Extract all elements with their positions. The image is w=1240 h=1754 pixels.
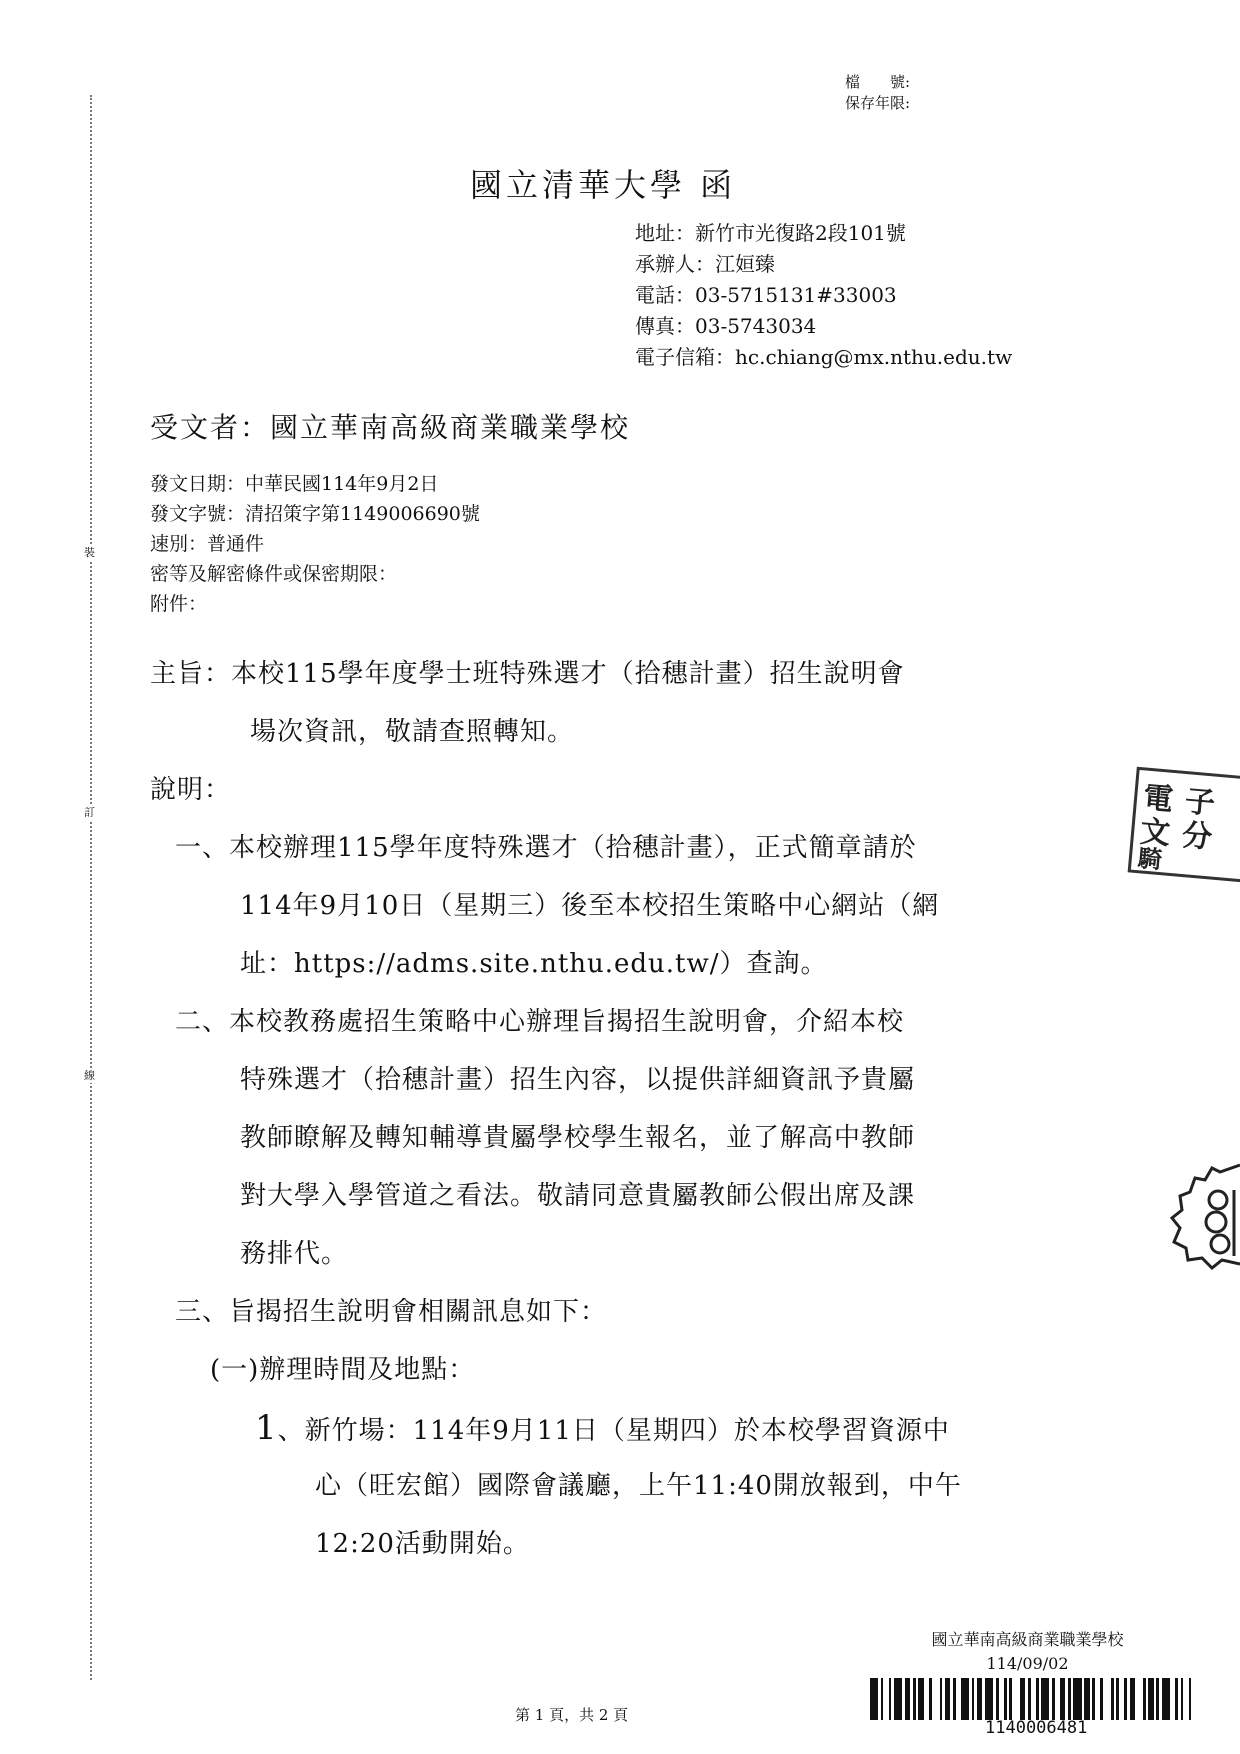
- barcode-bar: [870, 1678, 878, 1720]
- barcode-bar: [1191, 1678, 1199, 1720]
- item-two-line-4: 對大學入學管道之看法。敬請同意貴屬教師公假出席及課: [240, 1181, 916, 1211]
- stamp-char-2: 子: [1183, 784, 1217, 822]
- electronic-document-stamp: [1128, 767, 1240, 884]
- barcode-bar: [1073, 1678, 1081, 1720]
- item-two-line-2: 特殊選才（拾穗計畫）招生內容，以提供詳細資訊予貴屬: [240, 1065, 916, 1095]
- item-one-line-2: 114年9月10日（星期三）後至本校招生策略中心網站（網: [240, 891, 940, 921]
- attachments: 附件：: [150, 593, 208, 615]
- point-number: 1: [255, 1408, 278, 1448]
- binding-mark-xian: 線: [84, 1069, 95, 1082]
- barcode-bar: [1041, 1678, 1049, 1720]
- stamp-char-1: 電: [1141, 780, 1175, 818]
- partial-seal-mark: [1150, 1160, 1240, 1270]
- document-number: 發文字號：清招策字第1149006690號: [150, 503, 480, 525]
- barcode-bar: [1135, 1678, 1143, 1720]
- page-number: 第 1 頁，共 2 頁: [515, 1706, 629, 1724]
- received-date: 114/09/02: [986, 1654, 1069, 1673]
- issue-date: 發文日期：中華民國114年9月2日: [150, 473, 439, 495]
- document-barcode: [870, 1678, 1200, 1720]
- recipient: 受文者：國立華南高級商業職業學校: [150, 411, 631, 444]
- sender-email: 電子信箱：hc.chiang@mx.nthu.edu.tw: [635, 345, 1013, 369]
- binding-mark-ding: 訂: [84, 806, 95, 819]
- barcode-bar: [894, 1678, 902, 1720]
- item-two-line-3: 教師瞭解及轉知輔導貴屬學校學生報名，並了解高中教師: [240, 1123, 916, 1153]
- sender-contact: 承辦人：江姮臻: [635, 252, 775, 276]
- sender-phone: 電話：03-5715131#33003: [635, 283, 897, 307]
- file-number-label: 檔 號:: [845, 73, 911, 91]
- item-three-line-1: 三、旨揭招生說明會相關訊息如下：: [175, 1297, 608, 1327]
- point-text: 、新竹場：114年9月11日（星期四）於本校學習資源中: [277, 1416, 950, 1446]
- barcode-bar: [1103, 1678, 1111, 1720]
- explanation-label: 說明：: [150, 775, 232, 805]
- barcode-bar: [1162, 1678, 1170, 1720]
- item-three-point-1-line-2: 心（旺宏館）國際會議廳，上午11:40開放報到，中午: [315, 1471, 962, 1501]
- barcode-bar: [1012, 1678, 1020, 1720]
- item-one-line-1: 一、本校辦理115學年度特殊選才（拾穗計畫），正式簡章請於: [175, 833, 917, 863]
- stamp-char-4: 騎: [1136, 843, 1164, 875]
- delivery-speed: 速別：普通件: [150, 533, 265, 555]
- item-two-line-5: 務排代。: [240, 1239, 349, 1269]
- item-three-point-1-line-3: 12:20活動開始。: [315, 1529, 530, 1559]
- barcode-bar: [932, 1678, 940, 1720]
- subject-line-1: 主旨：本校115學年度學士班特殊選才（拾穗計畫）招生說明會: [150, 659, 905, 689]
- document-title: 國立清華大學 函: [470, 166, 737, 204]
- stamp-char-3: 文: [1138, 814, 1172, 852]
- security-level: 密等及解密條件或保密期限：: [150, 563, 398, 585]
- document-meta: [150, 469, 480, 619]
- subject-line-2: 場次資訊，敬請查照轉知。: [250, 717, 575, 747]
- item-three-point-1-line-1: [255, 1399, 950, 1460]
- item-one-line-3: 址：https://adms.site.nthu.edu.tw/）查詢。: [240, 949, 828, 979]
- binding-dotted-line: [90, 95, 92, 1680]
- received-stamp: [895, 1628, 1160, 1676]
- sender-address: 地址：新竹市光復路2段101號: [635, 221, 906, 245]
- barcode-bar: [961, 1678, 969, 1720]
- item-two-line-1: 二、本校教務處招生策略中心辦理旨揭招生說明會，介紹本校: [175, 1007, 905, 1037]
- sender-fax: 傳真：03-5743034: [635, 314, 817, 338]
- item-three-sub-1: (一)辦理時間及地點：: [210, 1355, 476, 1385]
- sender-info: [635, 218, 1012, 373]
- barcode-number: 1140006481: [985, 1718, 1088, 1738]
- barcode-bar: [985, 1678, 993, 1720]
- binding-mark-zhuang: 裝: [84, 546, 95, 559]
- received-school: 國立華南高級商業職業學校: [931, 1630, 1124, 1649]
- stamp-char-5: 分: [1180, 817, 1214, 856]
- retention-period-label: 保存年限:: [845, 94, 911, 112]
